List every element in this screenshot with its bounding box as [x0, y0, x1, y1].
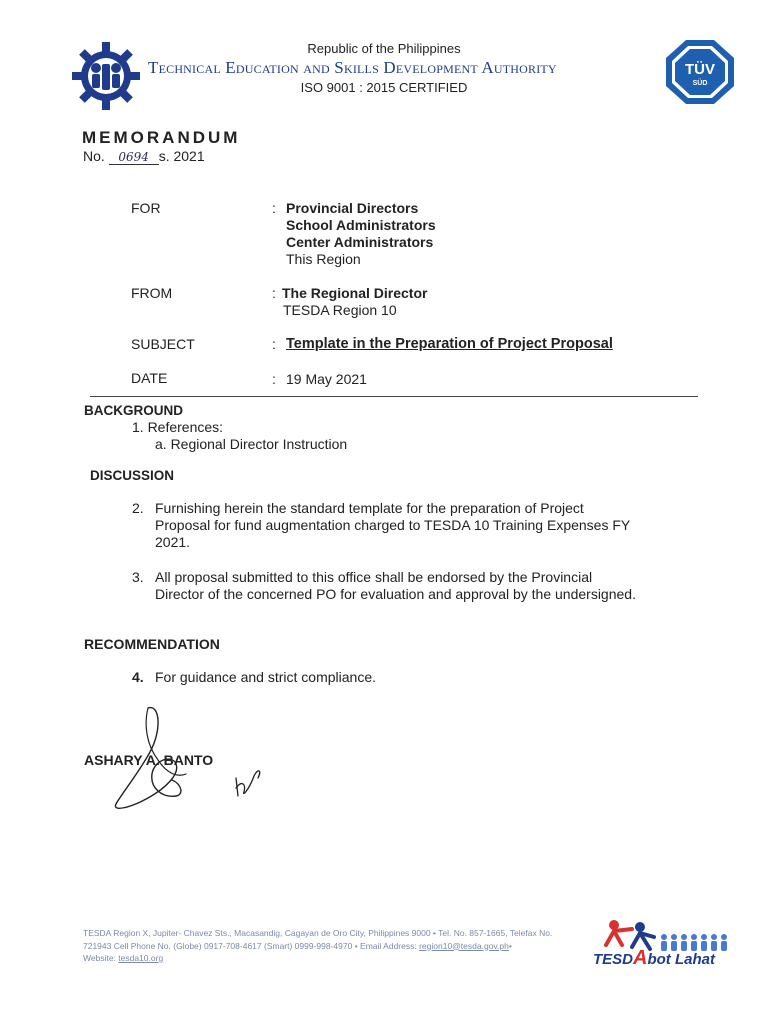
- date-value: 19 May 2021: [286, 371, 367, 387]
- from-sub: TESDA Region 10: [283, 302, 397, 318]
- memo-number-line: [83, 148, 205, 165]
- from-colon: :: [272, 285, 276, 301]
- memo-number-value: 0694: [109, 150, 159, 165]
- abot-logo-lahat: bot Lahat: [647, 951, 715, 968]
- discussion-item-3-number: 3.: [132, 569, 144, 585]
- for-recipient-2: School Administrators: [286, 217, 436, 233]
- background-item-1a: a. Regional Director Instruction: [155, 436, 348, 452]
- footer-website-link[interactable]: tesda10.org: [118, 953, 164, 963]
- abot-logo-tesd: TESD: [593, 951, 634, 968]
- for-label: FOR: [131, 200, 161, 216]
- handwritten-initials: [228, 762, 268, 802]
- for-colon: :: [272, 200, 276, 216]
- republic-heading: Republic of the Philippines: [307, 41, 461, 56]
- tuv-logo-text: TÜV: [685, 61, 715, 78]
- memo-series: s. 2021: [158, 148, 205, 164]
- memo-number-label: No.: [83, 148, 105, 164]
- footer-address-line: TESDA Region X, Jupiter- Chavez Sts., Macasandig, Cagayan de Oro City, Philippines 9000 • Tel. No. 857-1665, Telefax No.: [83, 928, 553, 938]
- signatory-name: ASHARY A. BANTO: [84, 752, 214, 768]
- discussion-item-2-line-2: Proposal for fund augmentation charged to TESDA 10 Training Expenses FY: [155, 517, 631, 533]
- discussion-heading: DISCUSSION: [90, 468, 175, 483]
- tuv-sud-certification-logo: [664, 38, 736, 106]
- discussion-item-3-line-2: Director of the concerned PO for evaluation and approval by the undersigned.: [155, 586, 636, 602]
- recommendation-item-4-number: 4.: [132, 669, 144, 685]
- discussion-item-2-line-3: 2021.: [155, 534, 191, 550]
- abot-logo-a: A: [633, 947, 648, 969]
- background-heading: BACKGROUND: [84, 403, 183, 418]
- sud-logo-text: SÜD: [692, 80, 708, 87]
- footer-phone-text: 721943 Cell Phone No. (Globe) 0917-708-4617 (Smart) 0999-998-4970 • Email Address:: [83, 940, 420, 951]
- background-item-1: 1. References:: [132, 419, 224, 435]
- memo-title: MEMORANDUM: [82, 128, 241, 147]
- footer-email-link[interactable]: region10@tesda.gov.ph: [419, 940, 509, 951]
- discussion-item-2-line-1: Furnishing herein the standard template for the preparation of Project: [155, 500, 584, 516]
- discussion-item-3-line-1: All proposal submitted to this office shall be endorsed by the Provincial: [155, 569, 593, 585]
- recommendation-heading: RECOMMENDATION: [84, 636, 220, 652]
- for-recipient-3: Center Administrators: [286, 234, 434, 250]
- discussion-item-2-number: 2.: [132, 500, 144, 516]
- iso-certification: ISO 9001 : 2015 CERTIFIED: [300, 80, 468, 95]
- footer-bullet: •: [508, 940, 512, 951]
- subject-label: SUBJECT: [131, 336, 195, 352]
- handwritten-signature: [100, 700, 280, 820]
- from-label: FROM: [131, 285, 173, 301]
- recommendation-item-4: For guidance and strict compliance.: [155, 669, 376, 685]
- for-region: This Region: [286, 251, 361, 267]
- for-recipient-1: Provincial Directors: [286, 200, 419, 216]
- header-divider: [90, 396, 698, 397]
- from-value: The Regional Director: [282, 285, 428, 301]
- footer-contact: [83, 927, 583, 965]
- agency-name: Technical Education and Skills Development Authority: [148, 58, 557, 77]
- date-label: DATE: [131, 370, 168, 386]
- date-colon: :: [272, 371, 276, 387]
- subject-colon: :: [272, 336, 276, 352]
- footer-phone-line: [83, 940, 583, 953]
- footer-website-label: Website:: [83, 953, 119, 963]
- subject-value: Template in the Preparation of Project Proposal: [286, 336, 613, 352]
- abot-logo-tesda-text: [593, 947, 715, 970]
- footer-website-line: [83, 952, 583, 965]
